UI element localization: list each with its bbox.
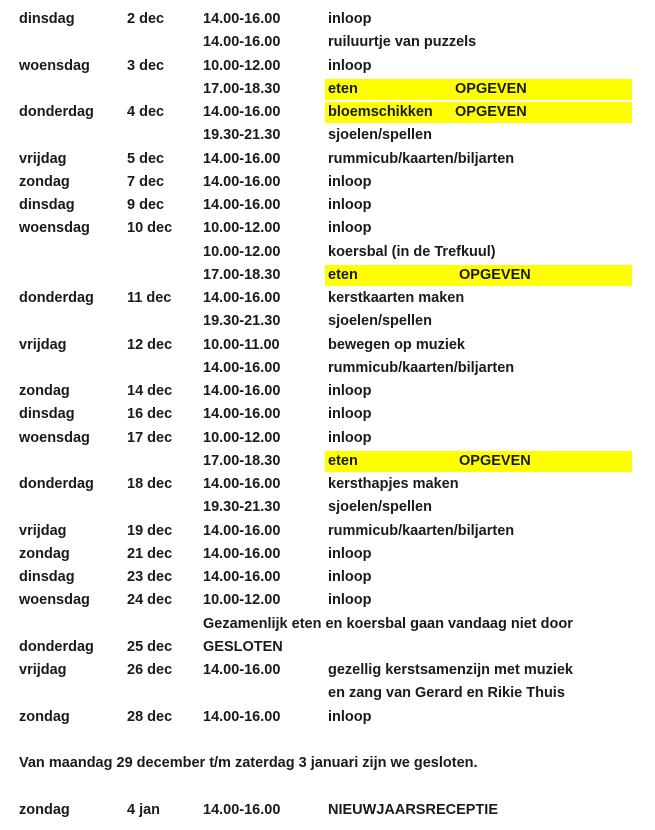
activity-cell: bloemschikken [328, 104, 433, 120]
day-cell: vrijdag [19, 150, 67, 167]
time-cell: 19.30-21.30 [203, 127, 281, 144]
schedule-row [0, 543, 655, 566]
time-cell: 14.00-16.00 [203, 383, 281, 399]
date-cell: 12 dec [127, 336, 173, 353]
day-cell: vrijdag [19, 522, 67, 539]
activity-cell: gezellig kerstsamenzijn met muziek [328, 662, 573, 678]
signup-tag: OPGEVEN [455, 80, 527, 97]
date-cell: 4 dec [127, 104, 165, 120]
activity-cell: inloop [328, 569, 372, 585]
day-cell: donderdag [19, 476, 94, 492]
day-cell: woensdag [19, 592, 90, 609]
time-cell: 14.00-16.00 [203, 801, 281, 818]
schedule-row [0, 566, 655, 589]
schedule-row [0, 496, 655, 519]
schedule-row [0, 636, 655, 659]
schedule-row [0, 775, 655, 798]
day-cell: zondag [19, 545, 70, 562]
schedule-row [0, 241, 655, 264]
date-cell: 19 dec [127, 522, 173, 539]
date-cell: 7 dec [127, 173, 165, 190]
closure-notice-row [0, 752, 655, 775]
day-cell: vrijdag [19, 662, 67, 678]
activity-cell: sjoelen/spellen [328, 313, 432, 330]
schedule-row [0, 334, 655, 357]
day-cell: woensdag [19, 429, 90, 446]
time-cell: 14.00-16.00 [203, 476, 281, 492]
signup-tag: OPGEVEN [459, 452, 531, 469]
time-cell: 10.00-12.00 [203, 429, 281, 446]
schedule-row [0, 264, 655, 287]
activity-cell: eten [328, 80, 358, 97]
day-cell: dinsdag [19, 569, 75, 585]
activity-cell: koersbal (in de Trefkuul) [328, 243, 496, 260]
activity-cell: NIEUWJAARSRECEPTIE [328, 801, 498, 818]
date-cell: 18 dec [127, 476, 173, 492]
schedule-row [0, 427, 655, 450]
time-cell: 17.00-18.30 [203, 266, 281, 283]
date-cell: 3 dec [127, 57, 165, 74]
activity-cell: inloop [328, 545, 372, 562]
schedule-row [0, 217, 655, 240]
schedule-row [0, 450, 655, 473]
activity-cell: rummicub/kaarten/biljarten [328, 150, 515, 167]
schedule-row [0, 310, 655, 333]
day-cell: dinsdag [19, 11, 75, 27]
day-cell: donderdag [19, 290, 94, 306]
day-cell: donderdag [19, 638, 94, 655]
time-cell: 17.00-18.30 [203, 80, 281, 97]
day-cell: woensdag [19, 57, 90, 74]
time-cell: 14.00-16.00 [203, 406, 281, 423]
activity-cell: inloop [328, 429, 372, 446]
activity-cell: eten [328, 266, 358, 283]
activity-cell: en zang van Gerard en Rikie Thuis [328, 685, 565, 702]
schedule-row [0, 589, 655, 612]
time-cell: 10.00-11.00 [203, 336, 280, 353]
day-cell: zondag [19, 383, 70, 399]
activity-cell: inloop [328, 11, 372, 27]
schedule-row [0, 8, 655, 31]
schedule-row [0, 171, 655, 194]
schedule-row [0, 659, 655, 682]
time-cell: 14.00-16.00 [203, 150, 281, 167]
time-cell: 14.00-16.00 [203, 708, 281, 725]
activity-cell: inloop [328, 173, 372, 190]
signup-tag: OPGEVEN [459, 266, 531, 283]
time-cell: 14.00-16.00 [203, 662, 281, 678]
schedule-row [0, 799, 655, 822]
activity-cell: inloop [328, 383, 372, 399]
date-cell: 26 dec [127, 662, 173, 678]
date-cell: 17 dec [127, 429, 173, 446]
day-cell: zondag [19, 801, 70, 818]
time-cell: 17.00-18.30 [203, 452, 281, 469]
day-cell: dinsdag [19, 197, 75, 213]
date-cell: 23 dec [127, 569, 173, 585]
schedule-row [0, 194, 655, 217]
date-cell: 10 dec [127, 220, 173, 237]
time-cell: 14.00-16.00 [203, 359, 281, 376]
day-cell: donderdag [19, 104, 94, 120]
schedule-row [0, 729, 655, 752]
activity-cell: bewegen op muziek [328, 336, 465, 353]
date-cell: 5 dec [127, 150, 165, 167]
date-cell: 21 dec [127, 545, 173, 562]
activity-cell: inloop [328, 197, 372, 213]
signup-tag: OPGEVEN [455, 104, 527, 120]
time-cell: 14.00-16.00 [203, 11, 281, 27]
date-cell: 24 dec [127, 592, 173, 609]
time-cell: 14.00-16.00 [203, 173, 281, 190]
time-cell: 14.00-16.00 [203, 290, 281, 306]
time-cell: 14.00-16.00 [203, 104, 281, 120]
day-cell: woensdag [19, 220, 90, 237]
schedule-row [0, 101, 655, 124]
schedule-note-row [0, 613, 655, 636]
time-cell: 19.30-21.30 [203, 499, 281, 516]
time-cell: 14.00-16.00 [203, 569, 281, 585]
activity-cell: rummicub/kaarten/biljarten [328, 359, 515, 376]
time-cell: 19.30-21.30 [203, 313, 281, 330]
closure-notice: Van maandag 29 december t/m zaterdag 3 januari zijn we gesloten. [19, 755, 478, 771]
schedule-row [0, 55, 655, 78]
date-cell: 9 dec [127, 197, 165, 213]
activity-cell: inloop [328, 406, 372, 423]
schedule-row [0, 706, 655, 729]
schedule-row [0, 520, 655, 543]
time-cell: 14.00-16.00 [203, 34, 281, 51]
time-cell: GESLOTEN [203, 638, 283, 655]
schedule-row [0, 473, 655, 496]
date-cell: 14 dec [127, 383, 173, 399]
schedule-row [0, 357, 655, 380]
schedule-row [0, 380, 655, 403]
activity-cell: inloop [328, 708, 372, 725]
time-cell: 14.00-16.00 [203, 197, 281, 213]
activity-cell: sjoelen/spellen [328, 499, 432, 516]
activity-cell: eten [328, 452, 358, 469]
date-cell: 16 dec [127, 406, 173, 423]
time-cell: 14.00-16.00 [203, 545, 281, 562]
activity-cell: inloop [328, 592, 372, 609]
schedule-row [0, 148, 655, 171]
time-cell: 10.00-12.00 [203, 592, 281, 609]
date-cell: 4 jan [127, 801, 161, 818]
activity-cell: ruiluurtje van puzzels [328, 34, 477, 51]
schedule-row [0, 78, 655, 101]
time-cell: 10.00-12.00 [203, 220, 281, 237]
activity-cell: kerstkaarten maken [328, 290, 465, 306]
time-cell: 10.00-12.00 [203, 243, 281, 260]
day-cell: zondag [19, 708, 70, 725]
day-cell: vrijdag [19, 336, 67, 353]
date-cell: 2 dec [127, 11, 165, 27]
activity-cell: inloop [328, 220, 372, 237]
time-cell: 10.00-12.00 [203, 57, 281, 74]
date-cell: 11 dec [127, 290, 172, 306]
schedule-row [0, 682, 655, 705]
activity-cell: kersthapjes maken [328, 476, 459, 492]
time-cell: 14.00-16.00 [203, 522, 281, 539]
schedule-row [0, 31, 655, 54]
date-cell: 25 dec [127, 638, 173, 655]
activity-cell: rummicub/kaarten/biljarten [328, 522, 515, 539]
schedule-row [0, 287, 655, 310]
schedule-row [0, 124, 655, 147]
activity-cell: inloop [328, 57, 372, 74]
day-cell: dinsdag [19, 406, 75, 423]
schedule-note: Gezamenlijk eten en koersbal gaan vandaag niet door [203, 615, 573, 632]
activity-cell: sjoelen/spellen [328, 127, 432, 144]
schedule-row [0, 403, 655, 426]
date-cell: 28 dec [127, 708, 173, 725]
day-cell: zondag [19, 173, 70, 190]
